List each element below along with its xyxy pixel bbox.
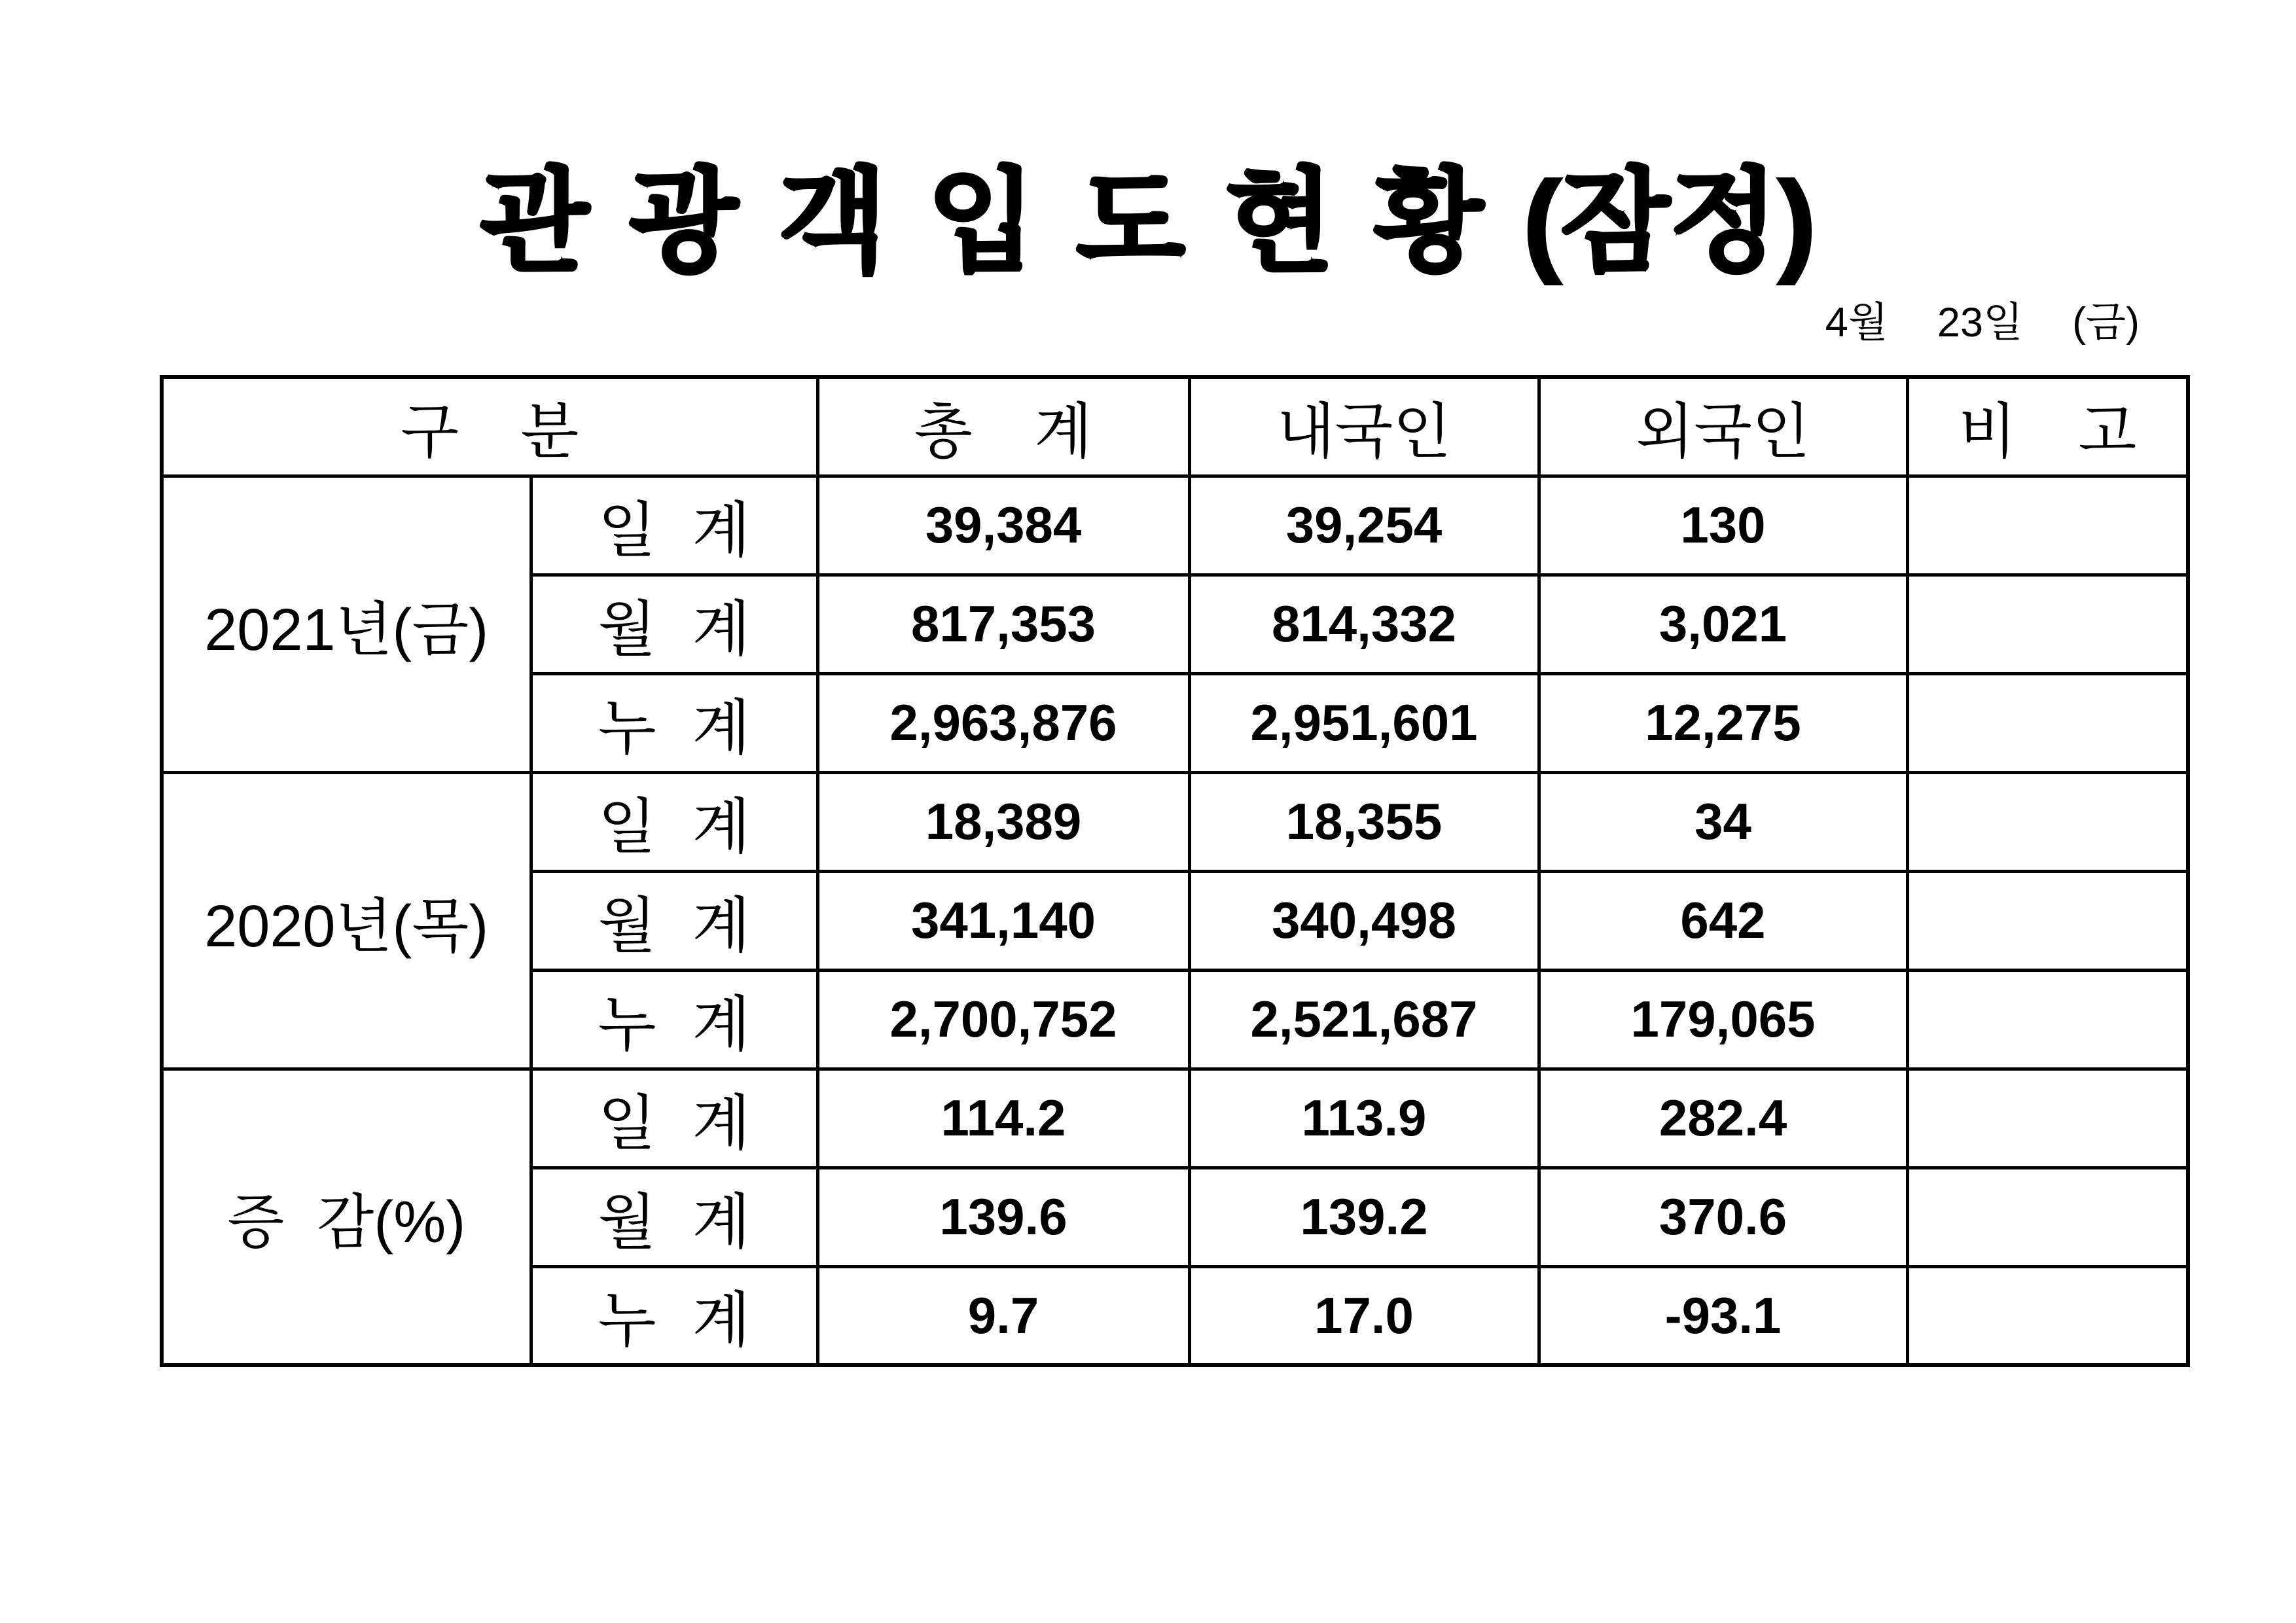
remarks-cell: [1907, 970, 2188, 1069]
domestic-value: 18,355: [1189, 772, 1539, 871]
foreign-value: 179,065: [1539, 970, 1907, 1069]
header-category: 구 분: [162, 377, 817, 476]
header-remarks: 비 고: [1907, 377, 2188, 476]
header-domestic: 내국인: [1189, 377, 1539, 476]
domestic-value: 39,254: [1189, 476, 1539, 575]
total-value: 817,353: [817, 575, 1189, 673]
total-value: 18,389: [817, 772, 1189, 871]
domestic-value: 139.2: [1189, 1168, 1539, 1266]
remarks-cell: [1907, 1266, 2188, 1365]
group-cell-change: 증 감(%): [162, 1069, 531, 1365]
row-label: 월 계: [531, 575, 817, 673]
domestic-value: 17.0: [1189, 1266, 1539, 1365]
row-label: 일 계: [531, 476, 817, 575]
tourist-arrivals-table: [160, 375, 2190, 1367]
foreign-value: 642: [1539, 871, 1907, 970]
remarks-cell: [1907, 871, 2188, 970]
foreign-value: 370.6: [1539, 1168, 1907, 1266]
foreign-value: -93.1: [1539, 1266, 1907, 1365]
foreign-value: 282.4: [1539, 1069, 1907, 1168]
row-label: 월 계: [531, 1168, 817, 1266]
total-value: 39,384: [817, 476, 1189, 575]
header-foreign: 외국인: [1539, 377, 1907, 476]
domestic-value: 2,951,601: [1189, 673, 1539, 772]
row-label: 일 계: [531, 1069, 817, 1168]
remarks-cell: [1907, 673, 2188, 772]
remarks-cell: [1907, 476, 2188, 575]
table-row: [162, 1069, 2188, 1168]
group-cell-2020: 2020년(목): [162, 772, 531, 1069]
row-label: 일 계: [531, 772, 817, 871]
remarks-cell: [1907, 575, 2188, 673]
total-value: 9.7: [817, 1266, 1189, 1365]
row-label: 누 계: [531, 1266, 817, 1365]
header-total: 총 계: [817, 377, 1189, 476]
header-row: [162, 377, 2188, 476]
domestic-value: 113.9: [1189, 1069, 1539, 1168]
domestic-value: 2,521,687: [1189, 970, 1539, 1069]
table-row: [162, 772, 2188, 871]
total-value: 341,140: [817, 871, 1189, 970]
foreign-value: 130: [1539, 476, 1907, 575]
total-value: 114.2: [817, 1069, 1189, 1168]
domestic-value: 340,498: [1189, 871, 1539, 970]
group-cell-2021: 2021년(금): [162, 476, 531, 772]
report-date: 4월 23일 (금): [1825, 300, 2140, 346]
remarks-cell: [1907, 772, 2188, 871]
remarks-cell: [1907, 1069, 2188, 1168]
row-label: 누 계: [531, 970, 817, 1069]
total-value: 139.6: [817, 1168, 1189, 1266]
table-row: [162, 476, 2188, 575]
page-title: 관 광 객 입 도 현 황 (잠정): [480, 159, 1816, 285]
foreign-value: 12,275: [1539, 673, 1907, 772]
row-label: 누 계: [531, 673, 817, 772]
total-value: 2,963,876: [817, 673, 1189, 772]
remarks-cell: [1907, 1168, 2188, 1266]
domestic-value: 814,332: [1189, 575, 1539, 673]
row-label: 월 계: [531, 871, 817, 970]
total-value: 2,700,752: [817, 970, 1189, 1069]
foreign-value: 34: [1539, 772, 1907, 871]
foreign-value: 3,021: [1539, 575, 1907, 673]
